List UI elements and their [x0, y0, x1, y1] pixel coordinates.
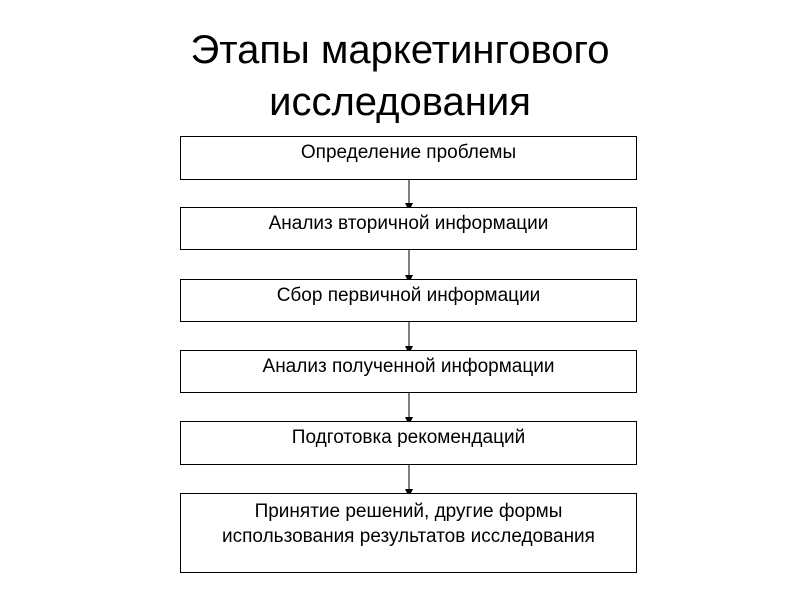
step-box-5: [180, 421, 637, 465]
title-line-1: Этапы маркетингового: [190, 28, 610, 72]
step-1-text: Определение проблемы: [300, 142, 517, 163]
step-box-6: [180, 493, 637, 573]
step-3-text: Сбор первичной информации: [276, 285, 541, 306]
step-box-4: [180, 350, 637, 393]
step-box-2: [180, 207, 637, 250]
step-4-text: Анализ полученной информации: [262, 356, 555, 377]
step-2-text: Анализ вторичной информации: [268, 213, 549, 234]
step-6-text-line-2: использования результатов исследования: [222, 526, 595, 547]
step-box-1: [180, 136, 637, 180]
title-line-2: исследования: [269, 80, 531, 124]
step-5-text: Подготовка рекомендаций: [291, 427, 526, 448]
step-6-text-line-1: Принятие решений, другие формы: [254, 501, 563, 522]
step-box-3: [180, 279, 637, 322]
